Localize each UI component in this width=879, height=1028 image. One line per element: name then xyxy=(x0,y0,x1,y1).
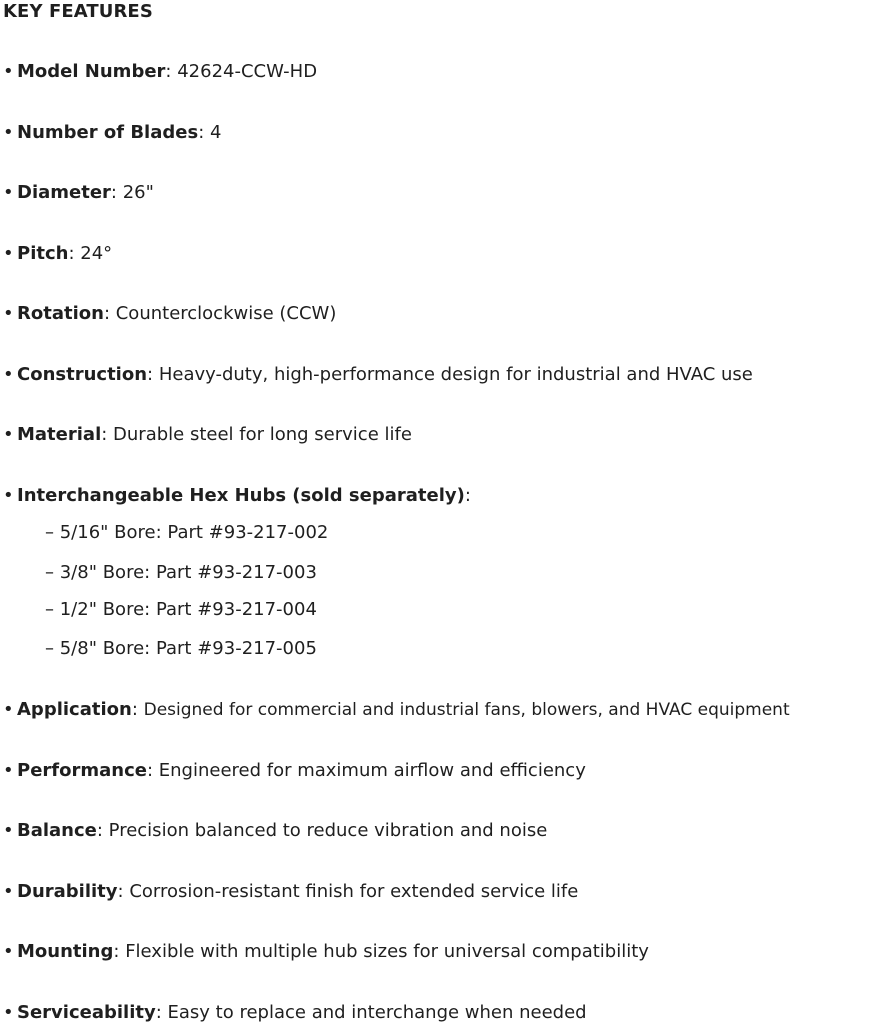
hub-bore: 1/2" Bore xyxy=(59,599,145,620)
feature-model-number: • Model Number: 42624-CCW-HD xyxy=(3,61,318,82)
feature-label: Rotation xyxy=(17,303,104,324)
feature-label: Interchangeable Hex Hubs (sold separately) xyxy=(17,485,465,506)
bullet: • xyxy=(3,1002,14,1023)
bullet: • xyxy=(3,760,14,781)
bullet: • xyxy=(3,820,14,841)
dash: – xyxy=(45,562,54,583)
feature-value: Flexible with multiple hub sizes for universal compatibility xyxy=(125,941,649,962)
feature-value: 26" xyxy=(122,182,154,203)
feature-label: Construction xyxy=(17,364,148,385)
hub-part: Part #93-217-005 xyxy=(155,638,317,659)
feature-number-of-blades: • Number of Blades: 4 xyxy=(3,122,222,143)
hex-hub-item: – 5/16" Bore: Part #93-217-002 xyxy=(45,522,329,543)
feature-label: Diameter xyxy=(17,182,111,203)
feature-hex-hubs: • Interchangeable Hex Hubs (sold separately): xyxy=(3,485,471,506)
feature-rotation: • Rotation: Counterclockwise (CCW) xyxy=(3,303,337,324)
feature-serviceability: • Serviceability: Easy to replace and interchange when needed xyxy=(3,1002,587,1023)
feature-value: Easy to replace and interchange when needed xyxy=(167,1002,587,1023)
feature-pitch: • Pitch: 24° xyxy=(3,243,113,264)
feature-label: Durability xyxy=(17,881,118,902)
feature-construction: • Construction: Heavy-duty, high-performance design for industrial and HVAC use xyxy=(3,364,753,385)
hex-hub-item: – 1/2" Bore: Part #93-217-004 xyxy=(45,599,317,620)
feature-balance: • Balance: Precision balanced to reduce vibration and noise xyxy=(3,820,548,841)
feature-durability: • Durability: Corrosion-resistant finish for extended service life xyxy=(3,881,579,902)
hex-hub-item: – 5/8" Bore: Part #93-217-005 xyxy=(45,638,317,659)
hub-part: Part #93-217-003 xyxy=(155,562,317,583)
hub-bore: 5/16" Bore xyxy=(59,522,156,543)
feature-value: Heavy-duty, high-performance design for industrial and HVAC use xyxy=(158,364,753,385)
bullet: • xyxy=(3,243,14,264)
feature-value: 4 xyxy=(209,122,222,143)
section-heading: KEY FEATURES xyxy=(3,1,153,22)
bullet: • xyxy=(3,364,14,385)
feature-label: Material xyxy=(17,424,102,445)
hub-bore: 5/8" Bore xyxy=(59,638,145,659)
bullet: • xyxy=(3,61,14,82)
feature-application: • Application: Designed for commercial and industrial fans, blowers, and HVAC equipment xyxy=(3,699,790,720)
bullet: • xyxy=(3,699,14,720)
feature-label: Application xyxy=(17,699,132,720)
feature-value: Designed for commercial and industrial fans, blowers, and HVAC equipment xyxy=(143,700,790,720)
feature-label: Serviceability xyxy=(17,1002,156,1023)
feature-mounting: • Mounting: Flexible with multiple hub sizes for universal compatibility xyxy=(3,941,649,962)
feature-diameter: • Diameter: 26" xyxy=(3,182,154,203)
feature-label: Balance xyxy=(17,820,97,841)
feature-value: Corrosion-resistant finish for extended service life xyxy=(129,881,579,902)
feature-performance: • Performance: Engineered for maximum airflow and efficiency xyxy=(3,760,586,781)
bullet: • xyxy=(3,303,14,324)
feature-value: Engineered for maximum airflow and efficiency xyxy=(158,760,586,781)
feature-value: 24° xyxy=(80,243,113,264)
feature-label: Number of Blades xyxy=(17,122,199,143)
feature-value: Precision balanced to reduce vibration and noise xyxy=(108,820,548,841)
dash: – xyxy=(45,522,54,543)
hub-part: Part #93-217-002 xyxy=(167,522,329,543)
feature-material: • Material: Durable steel for long service life xyxy=(3,424,412,445)
hub-bore: 3/8" Bore xyxy=(59,562,145,583)
dash: – xyxy=(45,638,54,659)
feature-label: Performance xyxy=(17,760,147,781)
feature-value: Counterclockwise (CCW) xyxy=(115,303,337,324)
feature-label: Model Number xyxy=(17,61,166,82)
bullet: • xyxy=(3,122,14,143)
bullet: • xyxy=(3,182,14,203)
feature-label: Mounting xyxy=(17,941,114,962)
hex-hub-item: – 3/8" Bore: Part #93-217-003 xyxy=(45,562,317,583)
bullet: • xyxy=(3,485,14,506)
bullet: • xyxy=(3,941,14,962)
hub-part: Part #93-217-004 xyxy=(155,599,317,620)
bullet: • xyxy=(3,881,14,902)
bullet: • xyxy=(3,424,14,445)
feature-label: Pitch xyxy=(17,243,69,264)
dash: – xyxy=(45,599,54,620)
feature-value: Durable steel for long service life xyxy=(113,424,412,445)
feature-value: 42624-CCW-HD xyxy=(177,61,318,82)
